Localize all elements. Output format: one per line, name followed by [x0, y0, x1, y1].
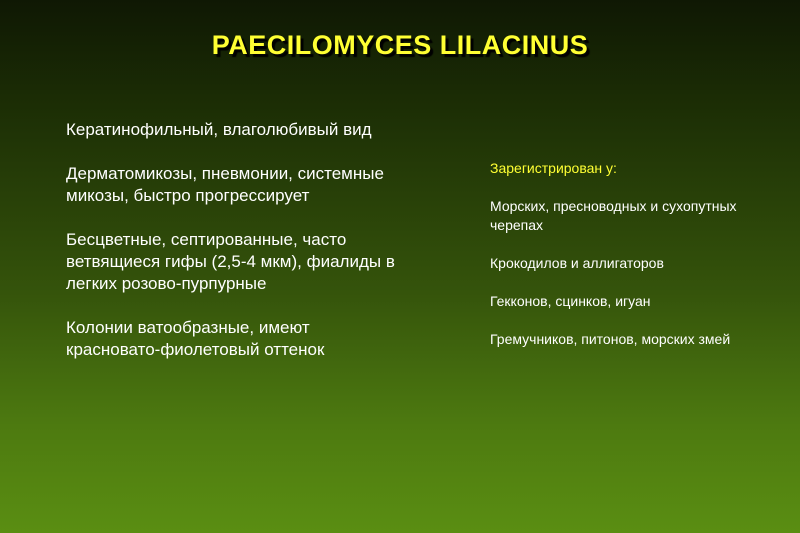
host-item-turtles: Морских, пресноводных и сухопутных черепах: [490, 198, 737, 233]
right-column: [490, 159, 770, 368]
paragraph-hyphae: Бесцветные, септированные, часто ветвящиеся гифы (2,5-4 мкм), фиалиды в легких розово-пурпурные: [66, 230, 395, 293]
slide-title: PAECILOMYCES LILACINUS: [211, 30, 589, 60]
paragraph-colonies: Колонии ватообразные, имеют красновато-фиолетовый оттенок: [66, 318, 325, 359]
host-item-lizards: Гекконов, сцинков, игуан: [490, 293, 651, 309]
paragraph-diseases: Дерматомикозы, пневмонии, системные микозы, быстро прогрессирует: [66, 164, 384, 205]
left-column: [66, 119, 406, 383]
host-item-snakes: Гремучников, питонов, морских змей: [490, 331, 731, 347]
host-item-crocodiles: Крокодилов и аллигаторов: [490, 255, 664, 271]
paragraph-keratinophilic: Кератинофильный, влаголюбивый вид: [66, 120, 372, 139]
registered-heading: Зарегистрирован у:: [490, 160, 617, 176]
